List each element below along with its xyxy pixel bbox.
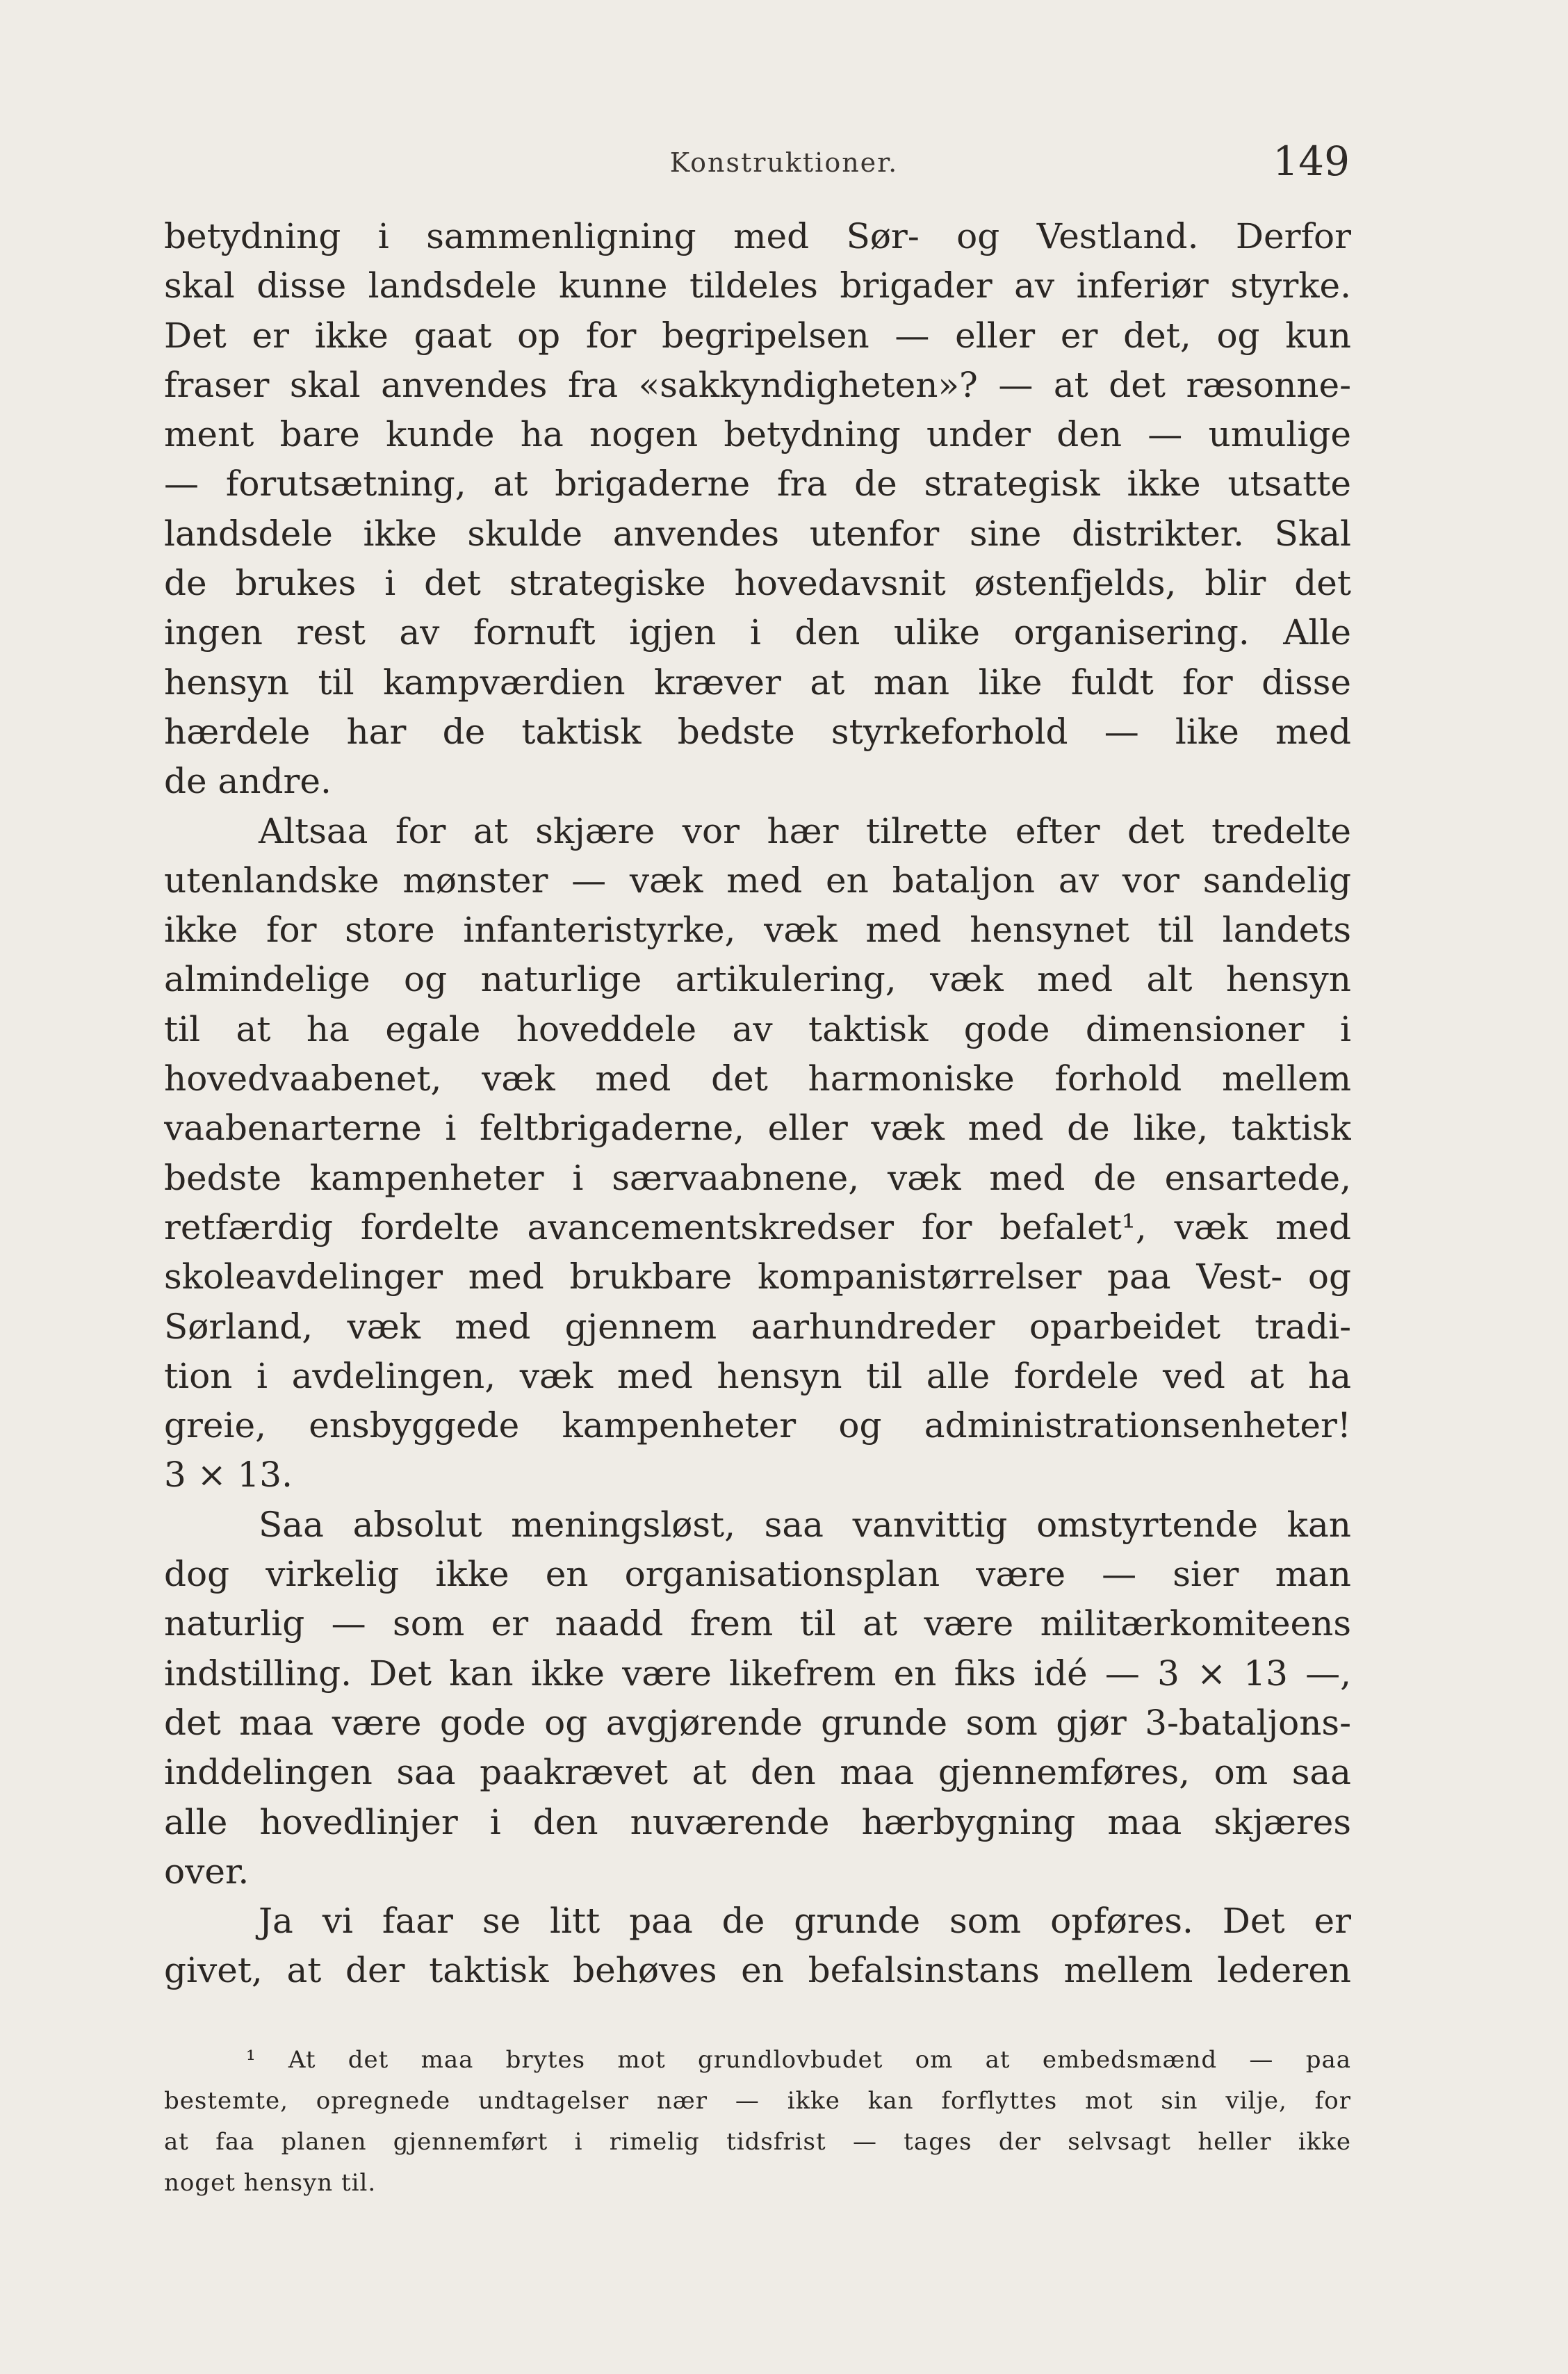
text-line: Ja vi faar se litt paa de grunde som opføres. Det er xyxy=(259,1901,1351,1942)
text-line: de andre. xyxy=(164,761,332,802)
footnote-line: noget hensyn til. xyxy=(164,2169,377,2197)
text-line: hovedvaabenet, væk med det harmoniske forhold mellem xyxy=(164,1058,1351,1099)
text-line: skal disse landsdele kunne tildeles brigader av inferiør styrke. xyxy=(164,265,1351,306)
text-line: betydning i sammenligning med Sør- og Vestland. Derfor xyxy=(164,216,1351,256)
running-title: Konstruktioner. xyxy=(669,147,899,178)
page-number: 149 xyxy=(1273,138,1350,185)
text-line: Det er ikke gaat op for begripelsen — eller er det, og kun xyxy=(164,315,1351,356)
text-line: dog virkelig ikke en organisationsplan være — sier man xyxy=(164,1554,1351,1595)
text-line: bedste kampenheter i særvaabnene, væk med de ensartede, xyxy=(164,1157,1351,1198)
text-line: hærdele har de taktisk bedste styrkeforhold — like med xyxy=(164,711,1351,752)
text-line: Altsaa for at skjære vor hær tilrette efter det tredelte xyxy=(259,810,1351,851)
text-line: til at ha egale hoveddele av taktisk gode dimensioner i xyxy=(164,1008,1351,1049)
text-line: retfærdig fordelte avancementskredser for befalet¹, væk med xyxy=(164,1206,1351,1247)
footnote xyxy=(164,2040,1351,2204)
body-text xyxy=(164,212,1351,1996)
text-line: ment bare kunde ha nogen betydning under den — umulige xyxy=(164,414,1351,455)
text-line: over. xyxy=(164,1851,250,1892)
text-line: Sørland, væk med gjennem aarhundreder oparbeidet tradi- xyxy=(164,1306,1351,1347)
text-line: givet, at der taktisk behøves en befalsinstans mellem lederen xyxy=(164,1950,1351,1991)
footnote-line: ¹ At det maa brytes mot grundlovbudet om at embedsmænd — paa xyxy=(246,2046,1351,2074)
text-line: det maa være gode og avgjørende grunde som gjør 3-bataljons- xyxy=(164,1702,1351,1743)
text-line: landsdele ikke skulde anvendes utenfor sine distrikter. Skal xyxy=(164,513,1351,554)
text-line: greie, ensbyggede kampenheter og administrationsenheter! xyxy=(164,1405,1351,1446)
text-line: ikke for store infanteristyrke, væk med hensynet til landets xyxy=(164,910,1351,951)
text-line: vaabenarterne i feltbrigaderne, eller væk med de like, taktisk xyxy=(164,1108,1351,1149)
text-line: utenlandske mønster — væk med en bataljon av vor sandelig xyxy=(164,860,1351,901)
text-line: de brukes i det strategiske hovedavsnit østenfjelds, blir det xyxy=(164,563,1351,604)
text-line: almindelige og naturlige artikulering, væk med alt hensyn xyxy=(164,959,1351,1000)
text-line: skoleavdelinger med brukbare kompanistørrelser paa Vest- og xyxy=(164,1256,1351,1297)
text-line: naturlig — som er naadd frem til at være militærkomiteens xyxy=(164,1603,1351,1644)
text-line: inddelingen saa paakrævet at den maa gjennemføres, om saa xyxy=(164,1752,1351,1793)
text-line: hensyn til kampværdien kræver at man like fuldt for disse xyxy=(164,662,1351,703)
text-line: Saa absolut meningsløst, saa vanvittig omstyrtende kan xyxy=(259,1504,1351,1545)
text-line: tion i avdelingen, væk med hensyn til alle fordele ved at ha xyxy=(164,1355,1351,1396)
text-line: — forutsætning, at brigaderne fra de strategisk ikke utsatte xyxy=(164,464,1351,505)
text-line: indstilling. Det kan ikke være likefrem en fiks idé — 3 × 13 —, xyxy=(164,1653,1351,1694)
text-line: alle hovedlinjer i den nuværende hærbygning maa skjæres xyxy=(164,1801,1351,1842)
footnote-line: bestemte, opregnede undtagelser nær — ikke kan forflyttes mot sin vilje, for xyxy=(164,2087,1351,2115)
footnote-line: at faa planen gjennemført i rimelig tidsfrist — tages der selvsagt heller ikke xyxy=(164,2128,1351,2156)
text-line: ingen rest av fornuft igjen i den ulike organisering. Alle xyxy=(164,612,1351,653)
text-line: 3 × 13. xyxy=(164,1455,293,1496)
text-line: fraser skal anvendes fra «sakkyndigheten»? — at det ræsonne- xyxy=(164,364,1351,405)
